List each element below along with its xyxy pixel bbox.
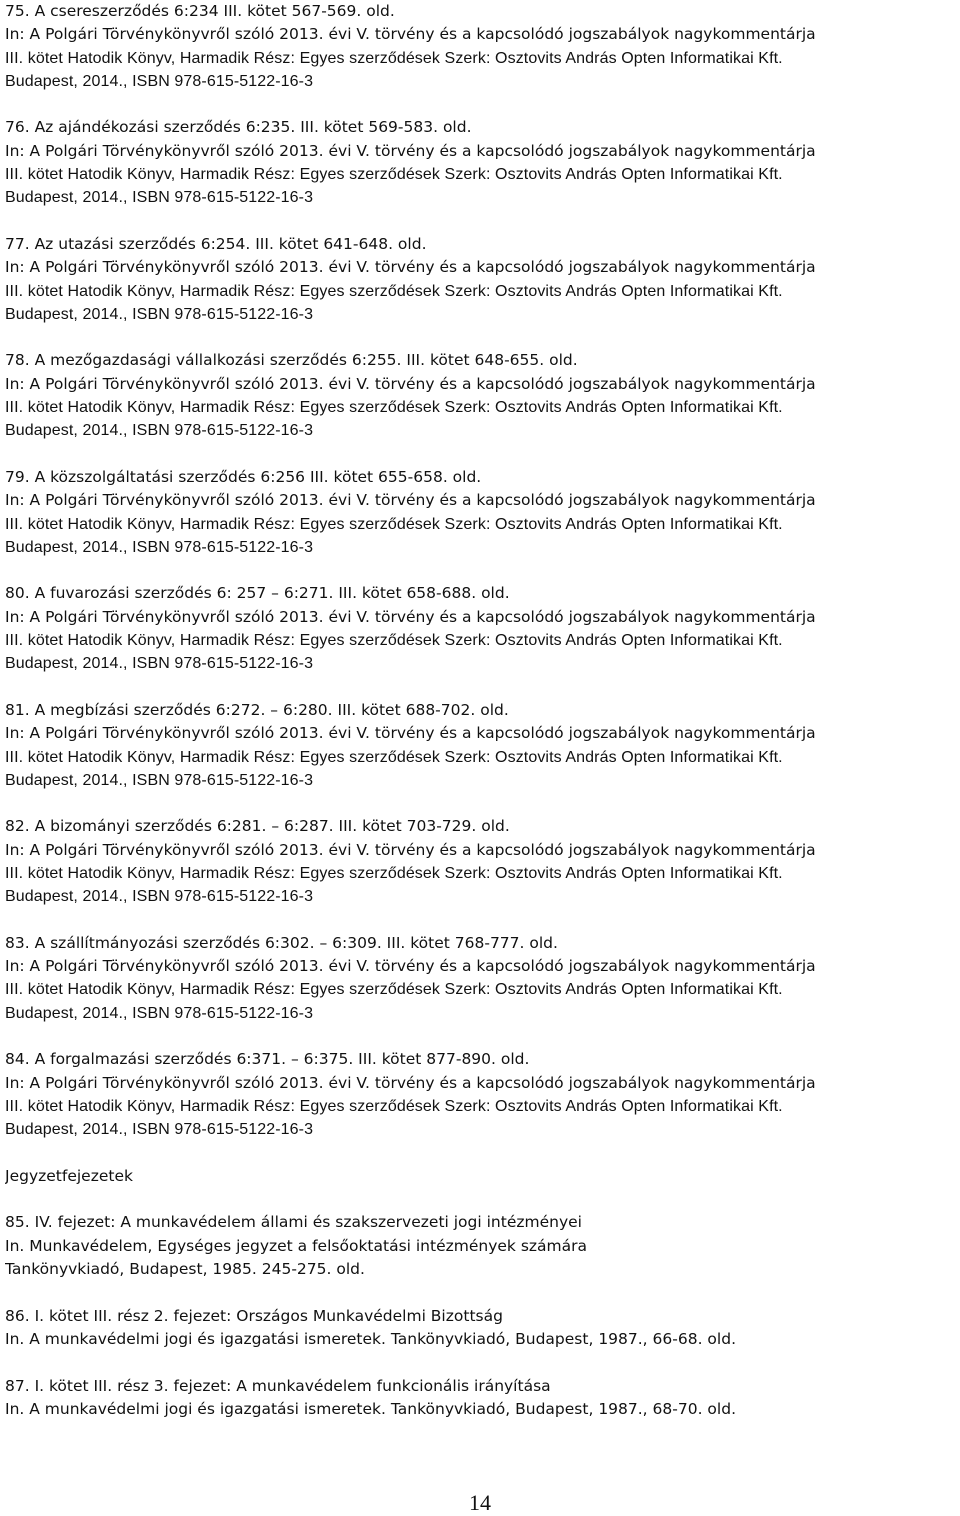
entry-source: In: A Polgári Törvénykönyvről szóló 2013. évi V. törvény és a kapcsolódó jogszabályok nagykommentárja — [5, 258, 816, 277]
document-body — [5, 0, 957, 1444]
reference-entry-80 — [5, 582, 957, 675]
entry-publisher: Budapest, 2014., ISBN 978-615-5122-16-3 — [5, 305, 314, 323]
entry-source: In: A Polgári Törvénykönyvről szóló 2013. évi V. törvény és a kapcsolódó jogszabályok nagykommentárja — [5, 141, 816, 160]
entry-book: III. kötet Hatodik Könyv, Harmadik Rész: Egyes szerződések Szerk: Osztovits András Opten Informatikai Kft. — [5, 515, 783, 533]
entry-publisher: Budapest, 2014., ISBN 978-615-5122-16-3 — [5, 538, 314, 556]
reference-entry-82 — [5, 815, 957, 908]
entry-publisher: Budapest, 2014., ISBN 978-615-5122-16-3 — [5, 422, 314, 440]
note-entry-85 — [5, 1211, 957, 1281]
entry-title: 75. A csereszerződés 6:234 III. kötet 567-569. old. — [5, 2, 395, 20]
entry-book: III. kötet Hatodik Könyv, Harmadik Rész: Egyes szerződések Szerk: Osztovits András Opten Informatikai Kft. — [5, 49, 783, 67]
entry-source: In: A Polgári Törvénykönyvről szóló 2013. évi V. törvény és a kapcsolódó jogszabályok nagykommentárja — [5, 374, 816, 393]
entry-source: In: A Polgári Törvénykönyvről szóló 2013. évi V. törvény és a kapcsolódó jogszabályok nagykommentárja — [5, 840, 816, 859]
entry-publisher: Budapest, 2014., ISBN 978-615-5122-16-3 — [5, 888, 314, 906]
entry-title: 81. A megbízási szerződés 6:272. – 6:280. III. kötet 688-702. old. — [5, 700, 509, 719]
page-number: 14 — [469, 1490, 491, 1515]
reference-entry-84 — [5, 1048, 957, 1141]
note-entry-87 — [5, 1375, 957, 1422]
reference-entry-75 — [5, 0, 957, 93]
reference-entry-76 — [5, 116, 957, 209]
entry-book: III. kötet Hatodik Könyv, Harmadik Rész: Egyes szerződések Szerk: Osztovits András Opten Informatikai Kft. — [5, 399, 783, 417]
entry-source: In: A Polgári Törvénykönyvről szóló 2013. évi V. törvény és a kapcsolódó jogszabályok nagykommentárja — [5, 25, 816, 44]
entry-title: 80. A fuvarozási szerződés 6: 257 – 6:271. III. kötet 658-688. old. — [5, 584, 510, 603]
entry-book: III. kötet Hatodik Könyv, Harmadik Rész: Egyes szerződések Szerk: Osztovits András Opten Informatikai Kft. — [5, 981, 783, 999]
note-line: Tankönyvkiadó, Budapest, 1985. 245-275. old. — [5, 1260, 365, 1279]
entry-publisher: Budapest, 2014., ISBN 978-615-5122-16-3 — [5, 655, 314, 673]
entry-publisher: Budapest, 2014., ISBN 978-615-5122-16-3 — [5, 1004, 314, 1022]
note-title: 85. IV. fejezet: A munkavédelem állami és szakszervezeti jogi intézményei — [5, 1213, 582, 1232]
reference-entry-81 — [5, 699, 957, 792]
entry-source: In: A Polgári Törvénykönyvről szóló 2013. évi V. törvény és a kapcsolódó jogszabályok nagykommentárja — [5, 1073, 816, 1092]
reference-entry-77 — [5, 233, 957, 326]
entry-title: 84. A forgalmazási szerződés 6:371. – 6:375. III. kötet 877-890. old. — [5, 1050, 530, 1069]
note-entry-86 — [5, 1305, 957, 1352]
entry-title: 83. A szállítmányozási szerződés 6:302. – 6:309. III. kötet 768-777. old. — [5, 933, 558, 952]
entry-source: In: A Polgári Törvénykönyvről szóló 2013. évi V. törvény és a kapcsolódó jogszabályok nagykommentárja — [5, 491, 816, 510]
entry-publisher: Budapest, 2014., ISBN 978-615-5122-16-3 — [5, 72, 314, 90]
entry-source: In: A Polgári Törvénykönyvről szóló 2013. évi V. törvény és a kapcsolódó jogszabályok nagykommentárja — [5, 724, 816, 743]
note-title: 86. I. kötet III. rész 2. fejezet: Országos Munkavédelmi Bizottság — [5, 1306, 503, 1325]
reference-entry-83 — [5, 932, 957, 1025]
reference-entry-78 — [5, 349, 957, 442]
entry-book: III. kötet Hatodik Könyv, Harmadik Rész: Egyes szerződések Szerk: Osztovits András Opten Informatikai Kft. — [5, 282, 783, 300]
entry-publisher: Budapest, 2014., ISBN 978-615-5122-16-3 — [5, 189, 314, 207]
entry-title: 78. A mezőgazdasági vállalkozási szerződés 6:255. III. kötet 648-655. old. — [5, 351, 578, 370]
entry-title: 82. A bizományi szerződés 6:281. – 6:287. III. kötet 703-729. old. — [5, 817, 510, 836]
entry-title: 77. Az utazási szerződés 6:254. III. kötet 641-648. old. — [5, 234, 427, 253]
entry-source: In: A Polgári Törvénykönyvről szóló 2013. évi V. törvény és a kapcsolódó jogszabályok nagykommentárja — [5, 957, 816, 976]
entry-book: III. kötet Hatodik Könyv, Harmadik Rész: Egyes szerződések Szerk: Osztovits András Opten Informatikai Kft. — [5, 1097, 783, 1115]
entry-book: III. kötet Hatodik Könyv, Harmadik Rész: Egyes szerződések Szerk: Osztovits András Opten Informatikai Kft. — [5, 166, 783, 184]
entry-publisher: Budapest, 2014., ISBN 978-615-5122-16-3 — [5, 1121, 314, 1139]
entry-title: 79. A közszolgáltatási szerződés 6:256 III. kötet 655-658. old. — [5, 467, 482, 486]
entry-book: III. kötet Hatodik Könyv, Harmadik Rész: Egyes szerződések Szerk: Osztovits András Opten Informatikai Kft. — [5, 748, 783, 766]
entry-publisher: Budapest, 2014., ISBN 978-615-5122-16-3 — [5, 771, 314, 789]
entry-book: III. kötet Hatodik Könyv, Harmadik Rész: Egyes szerződések Szerk: Osztovits András Opten Informatikai Kft. — [5, 632, 783, 650]
entry-source: In: A Polgári Törvénykönyvről szóló 2013. évi V. törvény és a kapcsolódó jogszabályok nagykommentárja — [5, 607, 816, 626]
section-heading: Jegyzetfejezetek — [5, 1166, 133, 1185]
entry-title: 76. Az ajándékozási szerződés 6:235. III. kötet 569-583. old. — [5, 118, 472, 137]
reference-entry-79 — [5, 466, 957, 559]
note-title: 87. I. kötet III. rész 3. fejezet: A munkavédelem funkcionális irányítása — [5, 1376, 551, 1395]
note-line: In. A munkavédelmi jogi és igazgatási ismeretek. Tankönyvkiadó, Budapest, 1987., 68-70. old. — [5, 1399, 736, 1418]
entry-book: III. kötet Hatodik Könyv, Harmadik Rész: Egyes szerződések Szerk: Osztovits András Opten Informatikai Kft. — [5, 864, 783, 882]
note-line: In. Munkavédelem, Egységes jegyzet a felsőoktatási intézmények számára — [5, 1236, 588, 1255]
note-line: In. A munkavédelmi jogi és igazgatási ismeretek. Tankönyvkiadó, Budapest, 1987., 66-68. old. — [5, 1329, 736, 1348]
